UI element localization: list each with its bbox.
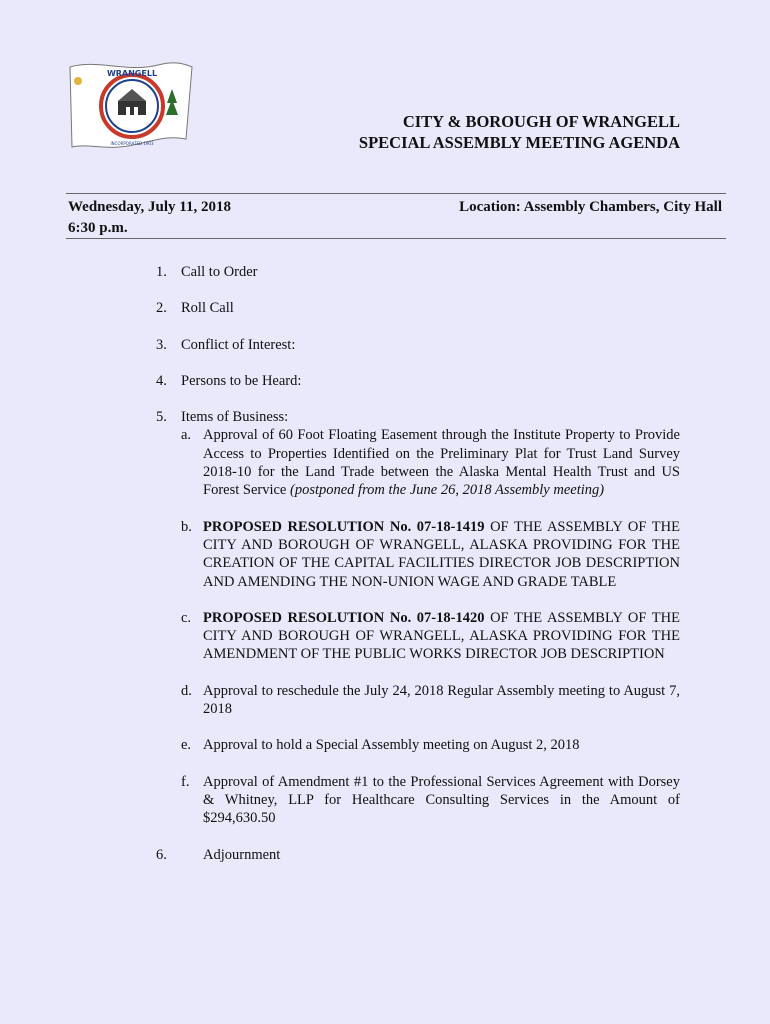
header-divider-top <box>66 193 726 194</box>
agenda-item-text: Call to Order <box>181 264 258 280</box>
agenda-item-text: Adjournment <box>203 846 281 863</box>
business-item-letter: a. <box>181 427 192 444</box>
agenda-item-number: 3. <box>156 336 167 353</box>
agenda-item-number: 6. <box>156 846 167 863</box>
logo-bottom-text: INCORPORATED 1903 <box>110 141 154 146</box>
business-item-b <box>181 518 680 591</box>
logo-top-text: WRANGELL <box>106 69 158 78</box>
meeting-location: Location: Assembly Chambers, City Hall <box>459 199 722 215</box>
business-item-text: Approval of 60 Foot Floating Easement through the Institute Property to Provide Access to Properties Identified on the Preliminary Plat for Trust Land Survey 2018-10 for the Land Trade between the Alaska Mental Health Trust and US Forest Service <box>203 427 680 499</box>
agenda-item <box>156 299 680 317</box>
agenda-item <box>156 263 680 281</box>
agenda-item-number: 5. <box>156 409 167 426</box>
business-item-a <box>181 426 680 499</box>
agenda-item-number: 1. <box>156 264 167 280</box>
business-item-text: Approval to hold a Special Assembly meeting on August 2, 2018 <box>203 737 580 754</box>
agenda-item <box>156 372 680 390</box>
meeting-time: 6:30 p.m. <box>68 220 128 236</box>
title-line-2: SPECIAL ASSEMBLY MEETING AGENDA <box>358 133 680 152</box>
wrangell-city-seal-flag-icon <box>68 59 194 153</box>
business-item-letter: d. <box>181 682 192 699</box>
resolution-number: PROPOSED RESOLUTION No. 07-18-1419 <box>203 518 485 535</box>
city-seal-logo <box>68 59 194 153</box>
business-item-letter: c. <box>181 609 192 626</box>
title-line-1: CITY & BOROUGH OF WRANGELL <box>402 112 680 131</box>
meeting-date: Wednesday, July 11, 2018 <box>68 199 231 215</box>
business-item-c <box>181 609 680 664</box>
business-item-text: Approval to reschedule the July 24, 2018 Regular Assembly meeting to August 7, 2018 <box>203 682 680 718</box>
agenda-item-number: 2. <box>156 300 167 317</box>
business-item-letter: f. <box>181 773 190 790</box>
business-item-letter: e. <box>181 737 192 754</box>
business-items <box>181 426 680 827</box>
meeting-datetime <box>68 197 231 239</box>
business-item-d <box>181 682 680 719</box>
agenda-item <box>156 408 680 426</box>
business-item-e <box>181 736 680 754</box>
resolution-number: PROPOSED RESOLUTION No. 07-18-1420 <box>203 609 485 626</box>
agenda-item-adjournment <box>156 846 680 864</box>
agenda-item-text: Items of Business: <box>181 409 289 426</box>
business-item-text: Approval of Amendment #1 to the Professional Services Agreement with Dorsey & Whitney, LLP for Healthcare Consulting Services in the Amount of $294,630.50 <box>203 773 680 827</box>
business-item-letter: b. <box>181 518 192 535</box>
agenda-list <box>156 263 680 864</box>
agenda-item-text: Conflict of Interest: <box>181 336 296 353</box>
agenda-item-text: Persons to be Heard: <box>181 372 302 389</box>
agenda-item-text: Roll Call <box>181 300 234 317</box>
agenda-title <box>300 111 680 153</box>
postponed-note: (postponed from the June 26, 2018 Assembly meeting) <box>289 482 605 499</box>
business-item-text: OF THE ASSEMBLY OF THE CITY AND BOROUGH OF WRANGELL, ALASKA PROVIDING FOR THE AMENDMENT OF THE PUBLIC WORKS DIRECTOR JOB DESCRIPTION <box>203 609 680 663</box>
agenda-item-number: 4. <box>156 372 167 389</box>
business-item-f <box>181 773 680 828</box>
business-item-text: OF THE ASSEMBLY OF THE CITY AND BOROUGH OF WRANGELL, ALASKA PROVIDING FOR THE CREATION OF THE CAPITAL FACILITIES DIRECTOR JOB DESCRIPTION AND AMENDING THE NON-UNION WAGE AND GRADE TABLE <box>203 518 680 590</box>
agenda-item <box>156 336 680 354</box>
header-divider-bottom <box>66 238 726 239</box>
